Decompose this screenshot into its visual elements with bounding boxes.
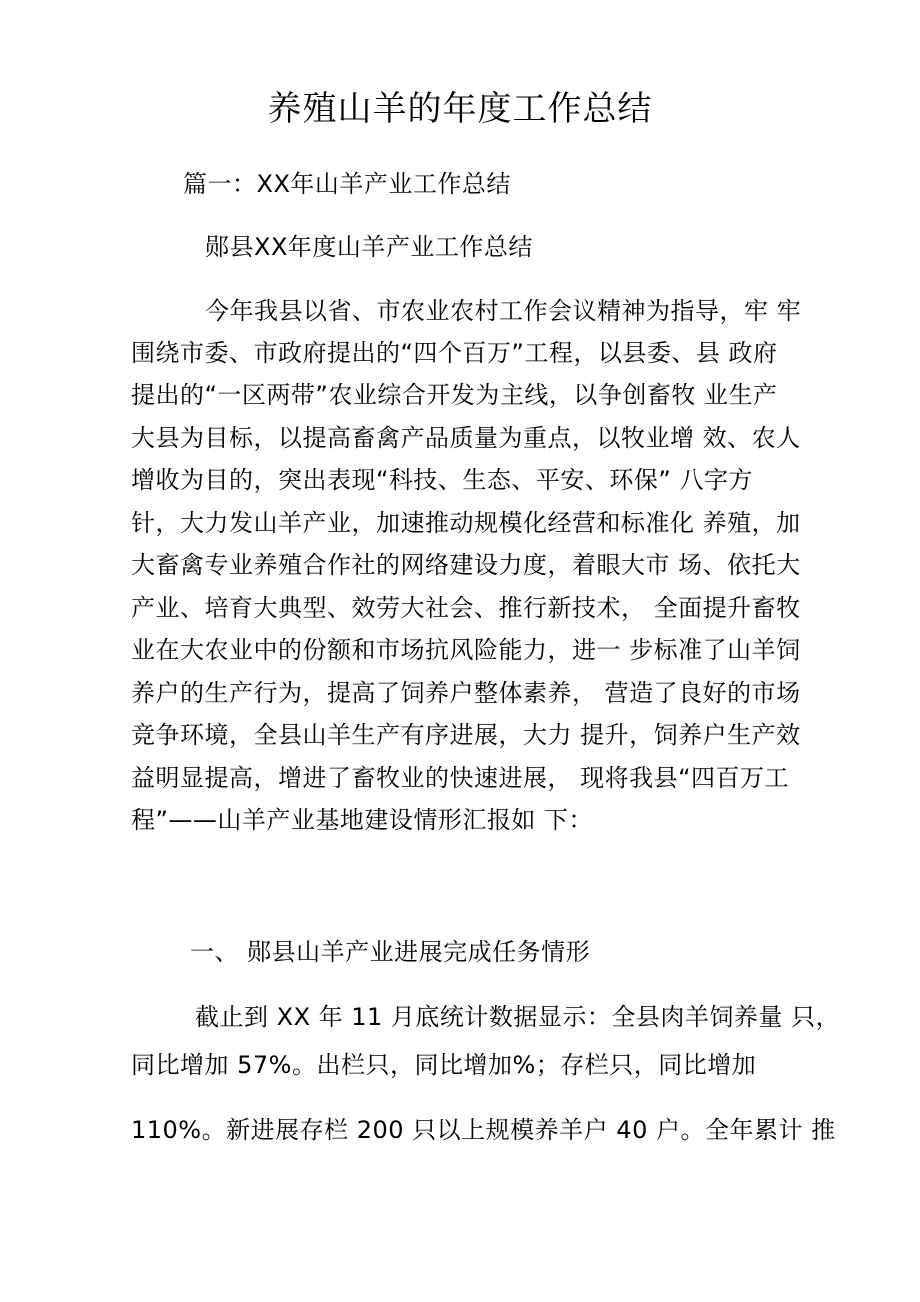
paragraph-line: 大畜禽专业养殖合作社的网络建设力度，着眼大市 场、依托大 xyxy=(131,551,801,579)
paragraph-line: 110%。新进展存栏 200 只以上规模养羊户 40 户。全年累计 推 xyxy=(131,1116,836,1144)
paragraph-line: 提出的“一区两带”农业综合开发为主线，以争创畜牧 业生产 xyxy=(131,381,778,409)
paragraph-line: 益明显提高，增进了畜牧业的快速进展， 现将我县“四百万工 xyxy=(131,764,790,792)
document-title: 养殖山羊的年度工作总结 xyxy=(267,89,653,129)
paragraph-line: 养户的生产行为，提高了饲养户整体素养， 营造了良好的市场 xyxy=(131,679,801,707)
paragraph-line: 大县为目标，以提高畜禽产品质量为重点，以牧业增 效、农人 xyxy=(131,424,801,452)
paragraph-line: 同比增加 57%。出栏只，同比增加%；存栏只，同比增加 xyxy=(131,1051,757,1079)
paragraph-line: 业在大农业中的份额和市场抗风险能力，进一 步标准了山羊饲 xyxy=(131,636,801,664)
paragraph-line: 今年我县以省、市农业农村工作会议精神为指导，牢 牢 xyxy=(205,297,802,325)
paragraph-line: 程”——山羊产业基地建设情形汇报如 下： xyxy=(131,806,594,834)
paragraph-line: 产业、培育大典型、效劳大社会、推行新技术， 全面提升畜牧 xyxy=(131,594,801,622)
sub-heading: 郧县XX年度山羊产业工作总结 xyxy=(205,233,533,261)
paragraph-line: 截止到 XX 年 11 月底统计数据显示：全县肉羊饲养量 只， xyxy=(195,1003,841,1031)
paragraph-line: 增收为目的，突出表现“科技、生态、平安、环保” 八字方 xyxy=(131,466,753,494)
chapter-heading: 篇一：XX年山羊产业工作总结 xyxy=(183,170,511,198)
paragraph-line: 竞争环境，全县山羊生产有序进展，大力 提升，饲养户生产效 xyxy=(131,721,801,749)
section-heading: 一、 郧县山羊产业进展完成任务情形 xyxy=(190,938,591,966)
paragraph-line: 针，大力发山羊产业，加速推动规模化经营和标准化 养殖，加 xyxy=(131,509,801,537)
paragraph-line: 围绕市委、市政府提出的“四个百万”工程，以县委、县 政府 xyxy=(131,339,778,367)
